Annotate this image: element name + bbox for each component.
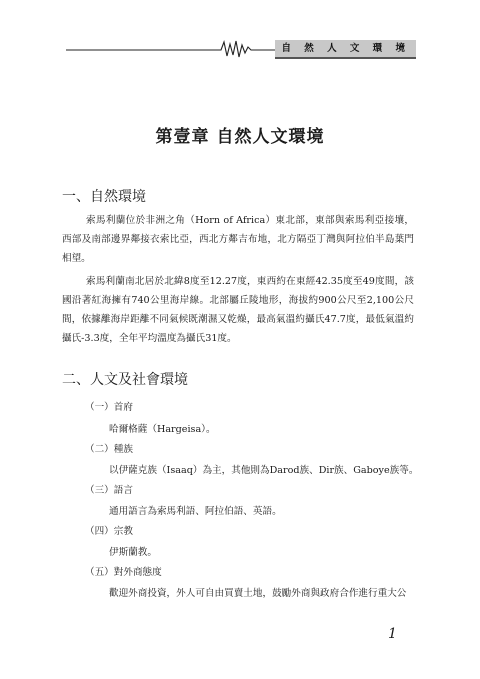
- paragraph: 索馬利蘭南北居於北緯8度至12.27度，東西約在東經42.35度至49度間，該國沿著紅海擁有740公里海岸線。北部屬丘陵地形，海拔約900公尺至2,100公尺間，依據離海岸距離不同氣候既潮濕又乾燥，最高氣溫約攝氏47.7度，最低氣溫約攝氏-3.3度，全年平均溫度為攝氏31度。: [62, 276, 414, 344]
- list-item-text: 通用語言為索馬利語、阿拉伯語、英語。: [109, 506, 282, 517]
- list-item-label: （一）首府: [85, 402, 133, 413]
- list-item-text: 以伊薩克族（Isaaq）為主，其他則為Darod族、Dir族、Gaboye族等。: [109, 465, 419, 476]
- list-item-text: 歡迎外商投資，外人可自由買賣土地，鼓勵外商與政府合作進行重大公: [109, 588, 407, 599]
- chapter-title: 第壹章 自然人文環境: [155, 127, 325, 147]
- list-item-text: 伊斯蘭教。: [109, 547, 157, 558]
- running-header: [66, 38, 416, 60]
- section-label: 自 然 人 文 環 境: [275, 40, 416, 59]
- paragraph: 索馬利蘭位於非洲之角（Horn of Africa）東北部，東部與索馬利亞接壤，西部及南部邊界鄰接衣索比亞，西北方鄰吉布地，北方隔亞丁灣與阿拉伯半島葉門相望。: [62, 215, 414, 264]
- list-item-label: （五）對外商態度: [85, 567, 162, 578]
- list-item-label: （二）種族: [85, 444, 133, 455]
- section-heading: 一、自然環境: [62, 189, 146, 205]
- list-item-label: （四）宗教: [85, 526, 133, 537]
- page-number: 1: [388, 626, 397, 642]
- list-item-label: （三）語言: [85, 485, 133, 496]
- section-heading: 二、人文及社會環境: [62, 372, 188, 388]
- list-item-text: 哈爾格薩（Hargeisa）。: [109, 424, 216, 435]
